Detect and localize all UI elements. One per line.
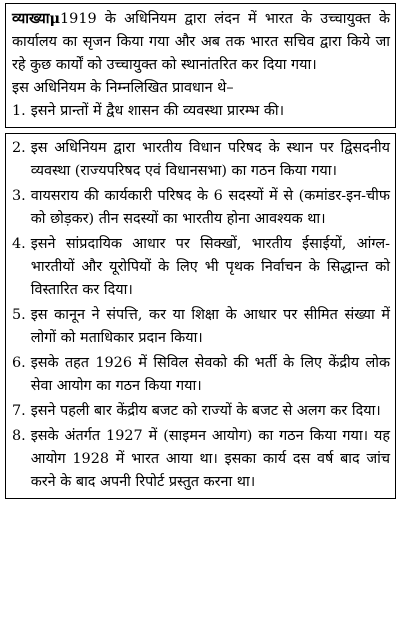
item-number: 7. xyxy=(12,403,26,419)
item-text: इसके अंतर्गत 1927 में (साइमन आयोग) का गठन किया गया। यह आयोग 1928 में भारत आया था। इसका कार्य दस वर्ष बाद जांच करने के बाद अपनी रिपोर्ट प्रस्तुत करना था। xyxy=(30,428,390,490)
item-number: 3. xyxy=(12,188,26,204)
explanation-paragraph xyxy=(12,7,390,77)
item-number: 2. xyxy=(12,140,26,156)
document-page xyxy=(5,3,396,499)
item-text: इसने पहली बार केंद्रीय बजट को राज्यों के बजट से अलग कर दिया। xyxy=(30,403,381,419)
item-text: इसके तहत 1926 में सिविल सेवको की भर्ती के लिए केंद्रीय लोक सेवा आयोग का गठन किया गया। xyxy=(30,355,390,394)
list-item xyxy=(12,233,390,302)
item-text: वायसराय की कार्यकारी परिषद के 6 सदस्यों में से (कमांडर-इन-चीफ को छोड़कर) तीन सदस्यों का भारतीय होना आवश्यक था। xyxy=(30,188,390,227)
list-item xyxy=(12,304,390,350)
explanation-box xyxy=(5,3,396,128)
list-item xyxy=(12,185,390,231)
list-item xyxy=(12,100,390,123)
item-text: इस कानून ने संपत्ति, कर या शिक्षा के आधार पर सीमित संख्या में लोगों को मताधिकार प्रदान किया। xyxy=(30,307,390,346)
list-item xyxy=(12,137,390,183)
provisions-list-box xyxy=(5,133,396,499)
item-number: 8. xyxy=(12,428,26,444)
item-number: 6. xyxy=(12,355,26,371)
explanation-label: व्याख्याμ xyxy=(12,10,61,27)
item-text: इसने सांप्रदायिक आधार पर सिक्खों, भारतीय ईसाईयों, आंग्ल-भारतीयों और यूरोपियों के लिए भी पृथक निर्वाचन के सिद्धान्त को विस्तारित कर दिया। xyxy=(30,236,390,298)
list-item xyxy=(12,352,390,398)
item-text: इस अधिनियम द्वारा भारतीय विधान परिषद के स्थान पर द्विसदनीय व्यवस्था (राज्यपरिषद एवं विधानसभा) का गठन किया गया। xyxy=(30,140,390,179)
explanation-text: 1919 के अधिनियम द्वारा लंदन में भारत के उच्चायुक्त के कार्यालय का सृजन किया गया और अब तक भारत सचिव द्वारा किये जा रहे कुछ कार्यों को उच्चायुक्त को स्थानांतरित कर दिया गया। xyxy=(12,11,390,73)
list-item xyxy=(12,425,390,494)
item-number: 5. xyxy=(12,307,26,323)
provisions-lead: इस अधिनियम के निम्नलिखित प्रावधान थे– xyxy=(12,80,234,96)
list-item xyxy=(12,400,390,423)
item-number: 1. xyxy=(12,103,26,119)
item-number: 4. xyxy=(12,236,26,252)
item-text: इसने प्रान्तों में द्वैध शासन की व्यवस्था प्रारम्भ की। xyxy=(30,103,285,119)
